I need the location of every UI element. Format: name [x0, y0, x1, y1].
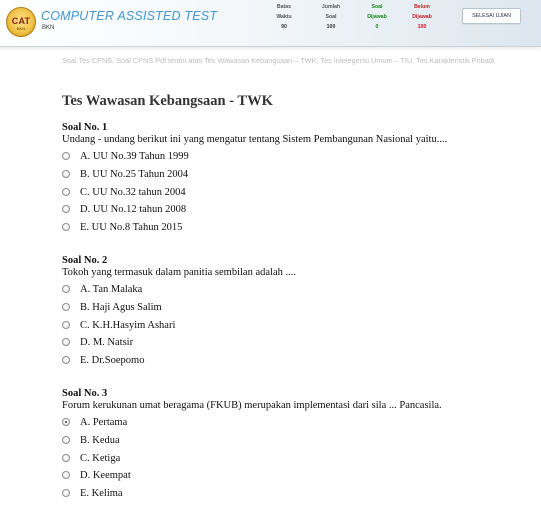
header-bar: [0, 0, 541, 50]
option-label[interactable]: E. Dr.Soepomo: [80, 355, 145, 367]
radio-button[interactable]: [62, 152, 70, 160]
answer-option[interactable]: [62, 470, 502, 488]
option-label[interactable]: D. UU No.12 tahun 2008: [80, 204, 187, 216]
radio-button[interactable]: [62, 356, 70, 364]
option-label[interactable]: E. UU No.8 Tahun 2015: [80, 222, 183, 234]
question-block: [62, 255, 502, 373]
answer-option[interactable]: [62, 417, 502, 435]
option-label[interactable]: C. UU No.32 tahun 2004: [80, 186, 186, 198]
stat-label: Belum: [414, 4, 430, 10]
stat-label: Jumlah: [321, 4, 341, 10]
radio-button[interactable]: [62, 188, 70, 196]
option-label[interactable]: B. Haji Agus Salim: [80, 301, 162, 313]
answer-option[interactable]: [62, 204, 502, 222]
answer-option[interactable]: [62, 302, 502, 320]
question-number: Soal No. 2: [62, 255, 108, 266]
option-label[interactable]: B. Kedua: [80, 434, 120, 446]
radio-button[interactable]: [62, 223, 70, 231]
radio-button[interactable]: [62, 338, 70, 346]
radio-button[interactable]: [62, 205, 70, 213]
stat-question-count: [306, 2, 356, 32]
answer-option[interactable]: [62, 187, 502, 205]
option-label[interactable]: A. Pertama: [80, 417, 128, 428]
radio-button[interactable]: [62, 321, 70, 329]
question-text: Tokoh yang termasuk dalam panitia sembilan adalah ....: [62, 267, 296, 278]
answer-option[interactable]: [62, 435, 502, 453]
answer-option[interactable]: [62, 222, 502, 240]
stat-time-limit: [259, 2, 309, 32]
page-description: Soal Tes CPNS, Soal CPNS Pdf terdiri atas Tes Wawasan Kebangsaan – TWK, Tes Intelegensi Umum – TIU, Tes Karakteristik Pribadi: [62, 56, 495, 65]
option-label[interactable]: A. Tan Malaka: [80, 284, 143, 295]
option-label[interactable]: C. Ketiga: [80, 452, 121, 464]
stat-value: 0: [375, 24, 379, 30]
answer-option[interactable]: [62, 151, 502, 169]
stat-label: Soal: [371, 4, 383, 10]
logo-sub-text: BKN: [16, 26, 26, 31]
option-label[interactable]: C. K.H.Hasyim Ashari: [80, 319, 176, 331]
answer-option[interactable]: [62, 488, 502, 506]
answer-option[interactable]: [62, 320, 502, 338]
radio-button[interactable]: [62, 454, 70, 462]
option-label[interactable]: B. UU No.25 Tahun 2004: [80, 168, 189, 180]
option-label[interactable]: D. M. Natsir: [80, 337, 134, 349]
stat-answered: [352, 2, 402, 32]
question-text: Undang - undang berikut ini yang mengatur tentang Sistem Pembangunan Nasional yaitu....: [62, 134, 448, 145]
stat-label: Batas: [276, 4, 292, 10]
option-label[interactable]: A. UU No.39 Tahun 1999: [80, 151, 189, 162]
radio-button[interactable]: [62, 285, 70, 293]
option-label[interactable]: E. Kelima: [80, 488, 123, 500]
question-number: Soal No. 1: [62, 122, 108, 133]
finish-exam-button[interactable]: SELESAI UJIAN: [462, 8, 521, 24]
app-subtitle: BKN: [42, 25, 55, 31]
question-text: Forum kerukunan umat beragama (FKUB) merupakan implementasi dari sila ... Pancasila.: [62, 400, 442, 411]
radio-button[interactable]: [62, 489, 70, 497]
question-number: Soal No. 3: [62, 388, 108, 399]
stat-value: 100: [417, 24, 427, 30]
radio-button[interactable]: [62, 471, 70, 479]
question-block: [62, 388, 502, 506]
question-block: [62, 122, 502, 240]
answer-option[interactable]: [62, 453, 502, 471]
app-title: COMPUTER ASSISTED TEST: [41, 9, 218, 23]
stat-value: 100: [326, 24, 336, 30]
answer-option[interactable]: [62, 355, 502, 373]
stat-value: 90: [281, 24, 287, 30]
answer-option[interactable]: [62, 169, 502, 187]
stat-label: Dijawab: [367, 14, 387, 20]
radio-button[interactable]: [62, 303, 70, 311]
stat-unanswered: [397, 2, 447, 32]
stat-label: Waktu: [276, 14, 292, 20]
answer-option[interactable]: [62, 284, 502, 302]
radio-button[interactable]: [62, 436, 70, 444]
radio-button-selected[interactable]: [62, 418, 70, 426]
stat-label: Dijawab: [412, 14, 432, 20]
answer-option[interactable]: [62, 337, 502, 355]
option-label[interactable]: D. Keempat: [80, 470, 131, 482]
cat-logo: [6, 7, 36, 37]
section-title: Tes Wawasan Kebangsaan - TWK: [62, 93, 273, 109]
stat-label: Soal: [325, 14, 337, 20]
radio-button[interactable]: [62, 170, 70, 178]
logo-text: CAT: [11, 16, 31, 26]
